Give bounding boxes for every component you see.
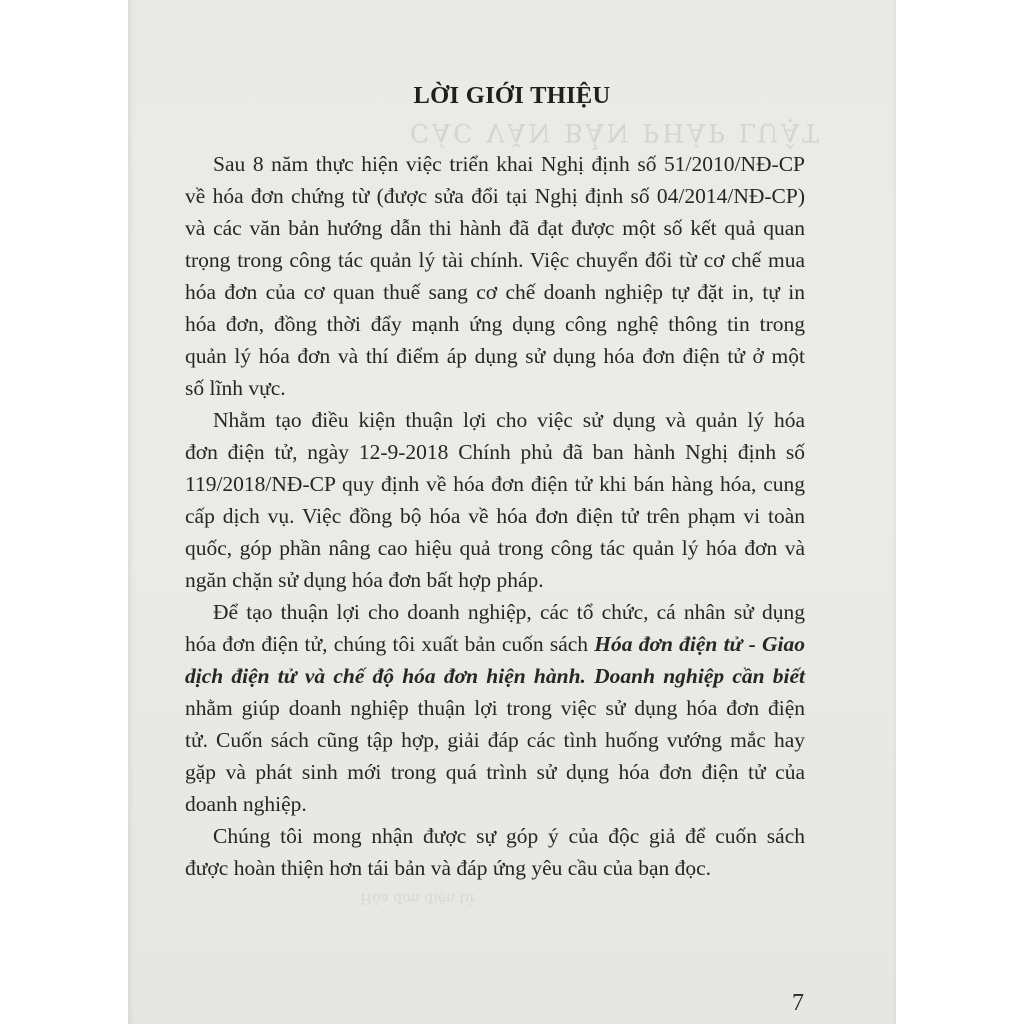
paragraph-1-line: Sau 8 năm thực hiện việc triển khai Nghị định số 51/2010/NĐ-CP [213,152,805,176]
bleed-through-heading: CÁC VĂN BẢN PHÁP LUẬT [410,118,822,147]
book-page [128,0,896,1024]
paragraph-1-line: quản lý hóa đơn và thí điểm áp dụng sử dụng hóa đơn điện tử ở một [185,344,805,368]
bleed-through-footer: Hóa đơn điện tử [360,890,475,906]
book-title-italic: Hóa đơn điện tử - Giao [594,632,805,656]
paragraph-3-line: tử. Cuốn sách cũng tập hợp, giải đáp các tình huống vướng mắc hay [185,728,805,752]
paragraph-1-line: và các văn bản hướng dẫn thi hành đã đạt được một số kết quả quan [185,216,805,240]
paragraph-3-line: doanh nghiệp. [185,792,307,816]
paragraph-2-line: 119/2018/NĐ-CP quy định về hóa đơn điện tử khi bán hàng hóa, cung [185,472,805,496]
paragraph-1-line: hóa đơn, đồng thời đẩy mạnh ứng dụng công nghệ thông tin trong [185,312,805,336]
paragraph-1-line: trọng trong công tác quản lý tài chính. Việc chuyển đổi từ cơ chế mua [185,248,805,272]
paragraph-2-line: đơn điện tử, ngày 12-9-2018 Chính phủ đã ban hành Nghị định số [185,440,805,464]
paragraph-2-line: cấp dịch vụ. Việc đồng bộ hóa về hóa đơn điện tử trên phạm vi toàn [185,504,805,528]
paragraph-4-line: Chúng tôi mong nhận được sự góp ý của độc giả để cuốn sách [213,824,805,848]
paragraph-1-line: hóa đơn của cơ quan thuế sang cơ chế doanh nghiệp tự đặt in, tự in [185,280,805,304]
paragraph-3-line [185,628,805,660]
paragraph-3-line: gặp và phát sinh mới trong quá trình sử dụng hóa đơn điện tử của [185,760,805,784]
book-title-italic: dịch điện tử và chế độ hóa đơn hiện hành. Doanh nghiệp cần biết [185,664,805,688]
paragraph-3-text: hóa đơn điện tử, chúng tôi xuất bản cuốn sách [185,632,595,656]
paragraph-4-line: được hoàn thiện hơn tái bản và đáp ứng yêu cầu của bạn đọc. [185,856,712,880]
page-number: 7 [792,990,804,1016]
paragraph-3-line: Để tạo thuận lợi cho doanh nghiệp, các tổ chức, cá nhân sử dụng [213,600,805,624]
paragraph-2-line: ngăn chặn sử dụng hóa đơn bất hợp pháp. [185,568,544,592]
page-title: LỜI GIỚI THIỆU [413,82,611,109]
paragraph-2-line: quốc, góp phần nâng cao hiệu quả trong công tác quản lý hóa đơn và [185,536,805,560]
paragraph-1-line: về hóa đơn chứng từ (được sửa đổi tại Nghị định số 04/2014/NĐ-CP) [185,184,805,208]
paragraph-3-line: nhằm giúp doanh nghiệp thuận lợi trong việc sử dụng hóa đơn điện [185,696,805,720]
paragraph-1-line: số lĩnh vực. [185,376,286,400]
paragraph-2-line: Nhằm tạo điều kiện thuận lợi cho việc sử dụng và quản lý hóa [213,408,805,432]
